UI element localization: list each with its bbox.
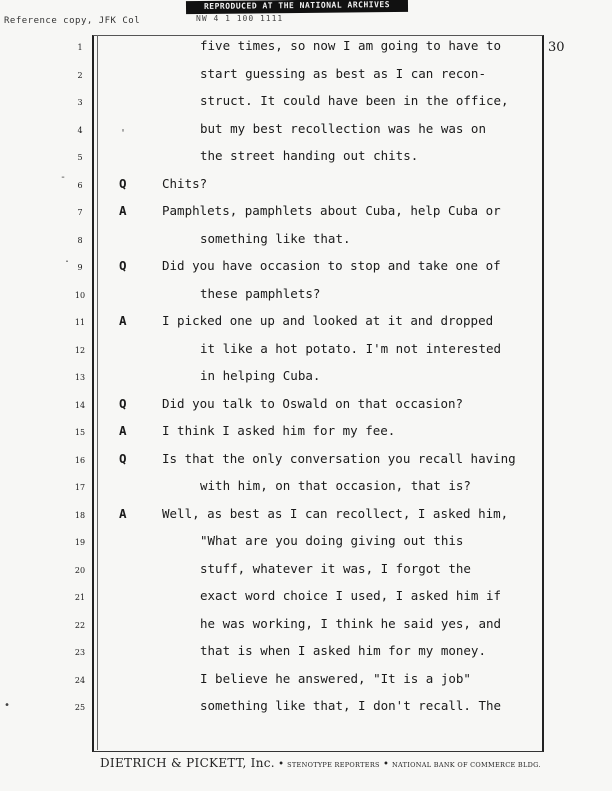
line-text: stuff, whatever it was, I forgot the [200, 560, 471, 576]
line-number: 13 [74, 373, 86, 382]
footer-bullet-2: • [382, 759, 393, 770]
transcript-line [0, 176, 612, 198]
line-number: 1 [77, 43, 83, 52]
speaker-label: A [119, 505, 127, 521]
line-text: but my best recollection was he was on [200, 120, 486, 136]
line-number: 20 [74, 565, 86, 575]
line-number: 24 [74, 675, 86, 685]
line-number: 9 [77, 263, 83, 272]
line-text: Did you talk to Oswald on that occasion? [162, 395, 464, 411]
transcript-line [0, 258, 612, 280]
line-text: Pamphlets, pamphlets about Cuba, help Cuba or [162, 203, 501, 218]
reference-copy-label: Reference copy, JFK Col [4, 16, 141, 26]
firm-name: DIETRICH & PICKETT, Inc. [100, 756, 275, 770]
line-number: 8 [77, 235, 83, 245]
line-number: 16 [74, 455, 86, 465]
line-number: 14 [74, 400, 86, 410]
line-text: I picked one up and looked at it and dropped [162, 313, 494, 328]
line-text: exact word choice I used, I asked him if [200, 588, 502, 603]
transcript-line [0, 121, 612, 143]
line-text: I believe he answered, "It is a job" [200, 670, 471, 686]
line-text: these pamphlets? [200, 285, 321, 301]
transcript-line [0, 203, 612, 225]
line-text: Is that the only conversation you recall having [162, 450, 516, 466]
transcript-line [0, 396, 612, 418]
page-number: 30 [548, 40, 565, 55]
transcript-line [0, 368, 612, 390]
line-text: the street handing out chits. [200, 148, 419, 163]
speaker-label: Q [119, 258, 127, 273]
line-number: 6 [77, 180, 83, 190]
transcript-line [0, 231, 612, 253]
line-number: 17 [74, 483, 86, 492]
line-text: Did you have occasion to stop and take one of [162, 258, 501, 273]
line-number: 12 [74, 345, 86, 355]
line-number: 10 [74, 290, 86, 300]
line-text: Well, as best as I can recollect, I asked him, [162, 505, 509, 521]
footer-bullet-1: • [278, 759, 288, 770]
speaker-label: A [119, 423, 127, 438]
transcript-line [0, 286, 612, 308]
line-number: 3 [77, 98, 83, 107]
line-number: 23 [74, 648, 86, 657]
line-text: I think I asked him for my fee. [162, 423, 396, 438]
speaker-label: Q [119, 175, 127, 191]
line-number: 19 [74, 538, 86, 547]
archives-stamp-sub: NW 4 1 100 1111 [196, 14, 284, 23]
line-text: something like that, I don't recall. The [200, 698, 502, 713]
line-text: "What are you doing giving out this [200, 533, 464, 548]
transcript-line [0, 341, 612, 363]
speaker-label: A [119, 203, 127, 218]
transcript-line [0, 93, 612, 115]
line-number: 7 [77, 208, 83, 217]
line-number: 2 [77, 70, 83, 80]
transcript-line [0, 38, 612, 60]
scan-speck: ' [120, 128, 127, 139]
transcript-line [0, 148, 612, 170]
scan-speck: - [60, 172, 67, 183]
line-number: 4 [77, 125, 83, 135]
scan-speck: • [4, 700, 11, 711]
line-number: 21 [74, 593, 86, 602]
transcript-line [0, 588, 612, 610]
transcript-line [0, 561, 612, 583]
speaker-label: Q [119, 395, 127, 411]
transcript-line [0, 66, 612, 88]
line-number: 22 [74, 620, 86, 630]
transcript-line [0, 533, 612, 555]
line-number: 15 [74, 428, 86, 437]
line-text: struct. It could have been in the office, [200, 93, 509, 108]
line-number: 5 [77, 153, 83, 162]
transcript-line [0, 616, 612, 638]
line-text: with him, on that occasion, that is? [200, 478, 471, 493]
transcript-line [0, 643, 612, 665]
archives-stamp: REPRODUCED AT THE NATIONAL ARCHIVES [186, 0, 408, 14]
scan-speck: . [64, 254, 71, 265]
transcript-line [0, 423, 612, 445]
line-text: Chits? [162, 175, 208, 191]
transcript-line [0, 451, 612, 473]
transcript-line [0, 671, 612, 693]
line-number: 11 [74, 318, 86, 327]
line-text: that is when I asked him for my money. [200, 643, 486, 658]
line-text: it like a hot potato. I'm not interested [200, 340, 502, 356]
line-text: start guessing as best as I can recon- [200, 65, 486, 81]
transcript-line [0, 478, 612, 500]
line-text: something like that. [200, 230, 351, 246]
line-text: five times, so now I am going to have to [200, 38, 502, 53]
page-footer [100, 756, 550, 770]
line-text: he was working, I think he said yes, and [200, 615, 502, 631]
line-number: 18 [74, 510, 86, 520]
transcript-line [0, 506, 612, 528]
line-number: 25 [74, 703, 86, 712]
line-text: in helping Cuba. [200, 368, 321, 383]
speaker-label: Q [119, 450, 127, 466]
transcript-line [0, 313, 612, 335]
speaker-label: A [119, 313, 127, 328]
transcript-line [0, 698, 612, 720]
firm-role: STENOTYPE REPORTERS [287, 761, 380, 769]
firm-address: NATIONAL BANK OF COMMERCE BLDG. [392, 761, 541, 769]
